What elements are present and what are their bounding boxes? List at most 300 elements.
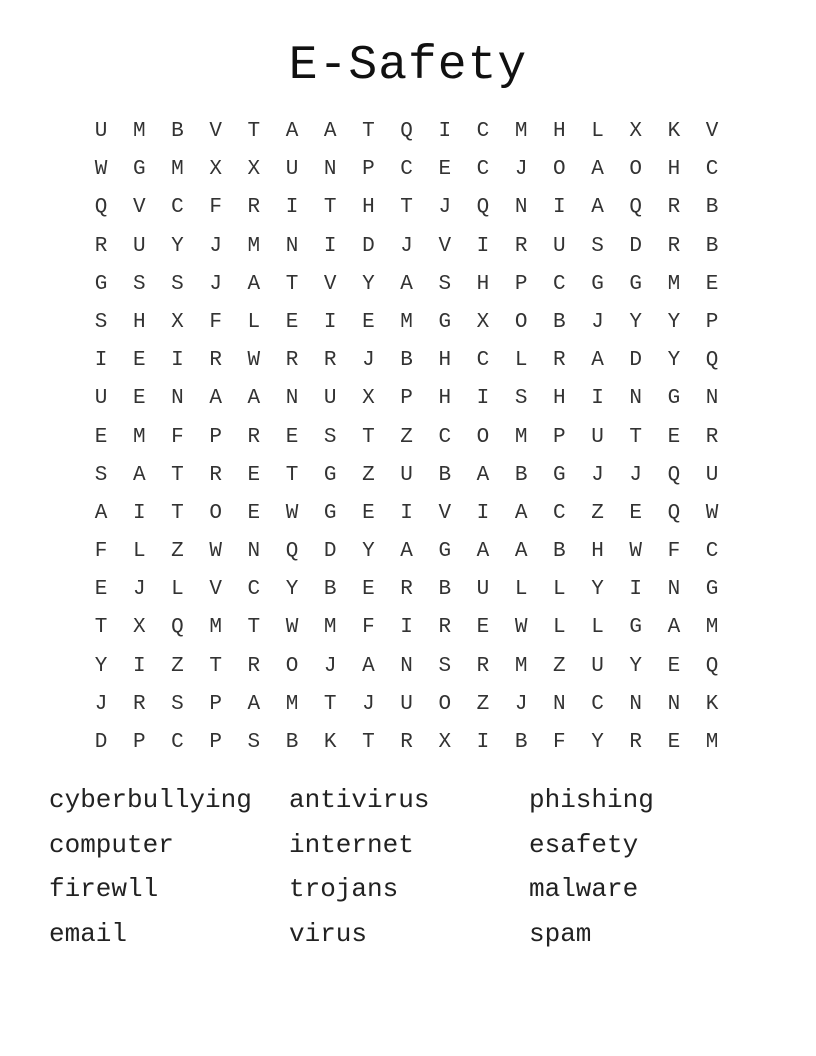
word-list-item: computer xyxy=(49,829,174,860)
grid-letter: V xyxy=(209,578,222,602)
grid-letter: P xyxy=(705,310,719,334)
grid-letter: J xyxy=(591,310,604,334)
grid-letter: T xyxy=(400,196,413,220)
grid-letter: M xyxy=(171,158,184,182)
grid-letter: A xyxy=(247,692,261,716)
grid-letter: W xyxy=(94,158,108,182)
grid-letter: E xyxy=(247,501,261,525)
grid-letter: K xyxy=(323,731,337,754)
grid-letter: X xyxy=(209,158,222,182)
grid-letter: G xyxy=(323,501,337,525)
grid-letter: Z xyxy=(171,540,184,564)
grid-letter: T xyxy=(362,731,375,754)
grid-letter: L xyxy=(553,578,566,602)
grid-letter: S xyxy=(94,463,108,487)
grid-letter: T xyxy=(362,425,375,449)
grid-letter: Z xyxy=(553,654,566,678)
grid-letter: U xyxy=(94,387,108,411)
grid-letter: T xyxy=(247,616,261,640)
grid-letter: E xyxy=(362,501,375,525)
grid-letter: U xyxy=(591,654,604,678)
grid-letter: R xyxy=(285,349,299,373)
grid-letter: I xyxy=(94,349,108,373)
grid-letter: E xyxy=(285,310,299,334)
grid-letter: R xyxy=(629,731,643,754)
grid-row xyxy=(82,304,732,342)
grid-row xyxy=(82,380,732,418)
grid-letter: C xyxy=(476,349,490,373)
grid-letter: E xyxy=(629,501,643,525)
grid-letter: N xyxy=(171,387,184,411)
grid-letter: Q xyxy=(476,196,490,220)
grid-letter: L xyxy=(591,120,604,143)
grid-letter: T xyxy=(323,196,337,220)
grid-row xyxy=(82,189,732,227)
grid-letter: I xyxy=(476,731,490,754)
grid-letter: G xyxy=(629,616,643,640)
word-list-item: internet xyxy=(289,829,414,860)
grid-letter: F xyxy=(171,425,184,449)
grid-letter: D xyxy=(629,234,643,258)
grid-letter: U xyxy=(591,425,604,449)
grid-letter: R xyxy=(705,425,719,449)
grid-letter: T xyxy=(209,654,222,678)
grid-letter: I xyxy=(132,501,146,525)
grid-letter: P xyxy=(209,692,222,716)
grid-letter: W xyxy=(285,616,299,640)
grid-letter: V xyxy=(438,501,452,525)
grid-letter: R xyxy=(94,234,108,258)
grid-letter: R xyxy=(247,654,261,678)
grid-row xyxy=(82,266,732,304)
grid-letter: W xyxy=(705,501,719,525)
grid-letter: I xyxy=(438,120,452,143)
grid-row xyxy=(82,228,732,266)
grid-letter: B xyxy=(514,463,528,487)
grid-letter: A xyxy=(476,463,490,487)
letter-grid xyxy=(82,113,732,762)
grid-letter: Y xyxy=(629,310,643,334)
grid-letter: X xyxy=(132,616,146,640)
word-list-item: phishing xyxy=(529,785,654,815)
grid-letter: A xyxy=(591,349,604,373)
grid-letter: E xyxy=(247,463,261,487)
grid-letter: Q xyxy=(667,463,681,487)
grid-letter: P xyxy=(362,158,375,182)
word-list-item: esafety xyxy=(529,829,639,860)
grid-letter: L xyxy=(247,310,261,334)
grid-letter: X xyxy=(476,310,490,334)
grid-letter: O xyxy=(209,501,222,525)
grid-row xyxy=(82,609,732,647)
grid-letter: R xyxy=(438,616,452,640)
grid-letter: O xyxy=(514,310,528,334)
grid-letter: E xyxy=(94,425,108,449)
grid-letter: F xyxy=(667,540,681,564)
grid-letter: U xyxy=(285,158,299,182)
grid-letter: W xyxy=(514,616,528,640)
grid-letter: A xyxy=(323,120,337,143)
grid-letter: N xyxy=(629,692,643,716)
grid-letter: T xyxy=(323,692,337,716)
grid-row xyxy=(82,724,732,762)
grid-letter: N xyxy=(285,387,299,411)
grid-letter: L xyxy=(553,616,566,640)
grid-letter: V xyxy=(209,120,222,143)
grid-letter: J xyxy=(629,463,643,487)
grid-letter: S xyxy=(132,272,146,296)
grid-letter: G xyxy=(438,310,452,334)
grid-letter: H xyxy=(132,310,146,334)
grid-letter: Y xyxy=(362,540,375,564)
grid-letter: I xyxy=(400,616,413,640)
grid-letter: O xyxy=(553,158,566,182)
grid-letter: E xyxy=(362,310,375,334)
grid-letter: Y xyxy=(591,578,604,602)
word-list-item: malware xyxy=(529,874,639,904)
grid-letter: H xyxy=(553,120,566,143)
grid-row xyxy=(82,495,732,533)
grid-letter: Y xyxy=(591,731,604,754)
grid-letter: J xyxy=(591,463,604,487)
grid-letter: M xyxy=(323,616,337,640)
grid-letter: I xyxy=(553,196,566,220)
grid-row xyxy=(82,151,732,189)
grid-letter: N xyxy=(667,692,681,716)
grid-letter: X xyxy=(438,731,452,754)
grid-letter: B xyxy=(514,731,528,754)
grid-letter: G xyxy=(438,540,452,564)
grid-letter: E xyxy=(667,425,681,449)
grid-letter: L xyxy=(514,349,528,373)
grid-letter: B xyxy=(705,196,719,220)
grid-letter: A xyxy=(247,272,261,296)
grid-letter: B xyxy=(438,578,452,602)
grid-letter: A xyxy=(514,540,528,564)
grid-letter: T xyxy=(94,616,108,640)
grid-letter: Z xyxy=(400,425,413,449)
grid-letter: P xyxy=(514,272,528,296)
grid-letter: C xyxy=(171,731,184,754)
grid-letter: T xyxy=(247,120,261,143)
grid-letter: T xyxy=(171,501,184,525)
grid-letter: C xyxy=(476,120,490,143)
grid-row xyxy=(82,419,732,457)
grid-letter: P xyxy=(209,731,222,754)
grid-letter: S xyxy=(171,272,184,296)
grid-letter: Y xyxy=(629,654,643,678)
grid-letter: K xyxy=(705,692,719,716)
grid-letter: B xyxy=(323,578,337,602)
grid-letter: M xyxy=(132,120,146,143)
grid-letter: B xyxy=(285,731,299,754)
word-list-item: email xyxy=(49,918,128,949)
grid-letter: J xyxy=(362,692,375,716)
page-title: E-Safety xyxy=(288,39,528,93)
grid-letter: I xyxy=(400,501,413,525)
grid-letter: O xyxy=(629,158,643,182)
grid-letter: V xyxy=(132,196,146,220)
grid-letter: J xyxy=(362,349,375,373)
grid-letter: I xyxy=(323,310,337,334)
grid-letter: Y xyxy=(362,272,375,296)
grid-letter: G xyxy=(705,578,719,602)
grid-letter: E xyxy=(132,387,146,411)
grid-letter: C xyxy=(591,692,604,716)
grid-letter: J xyxy=(209,234,222,258)
grid-letter: C xyxy=(553,501,566,525)
grid-letter: T xyxy=(362,120,375,143)
grid-row xyxy=(82,533,732,571)
grid-letter: Y xyxy=(94,654,108,678)
grid-letter: B xyxy=(553,310,566,334)
grid-letter: C xyxy=(171,196,184,220)
grid-letter: U xyxy=(553,234,566,258)
grid-letter: S xyxy=(247,731,261,754)
grid-letter: X xyxy=(247,158,261,182)
grid-letter: W xyxy=(247,349,261,373)
grid-letter: F xyxy=(209,310,222,334)
grid-letter: L xyxy=(591,616,604,640)
grid-letter: R xyxy=(400,731,413,754)
grid-letter: H xyxy=(438,349,452,373)
grid-row xyxy=(82,686,732,724)
grid-letter: J xyxy=(514,692,528,716)
grid-letter: M xyxy=(514,120,528,143)
grid-letter: N xyxy=(667,578,681,602)
grid-letter: Q xyxy=(705,349,719,373)
grid-letter: A xyxy=(591,196,604,220)
grid-letter: J xyxy=(438,196,452,220)
grid-letter: I xyxy=(285,196,299,220)
grid-letter: O xyxy=(285,654,299,678)
grid-letter: Y xyxy=(285,578,299,602)
grid-letter: W xyxy=(209,540,222,564)
grid-letter: B xyxy=(553,540,566,564)
grid-letter: S xyxy=(438,654,452,678)
grid-letter: W xyxy=(285,501,299,525)
grid-letter: S xyxy=(171,692,184,716)
grid-letter: I xyxy=(476,501,490,525)
grid-row xyxy=(82,571,732,609)
grid-letter: J xyxy=(132,578,146,602)
grid-letter: D xyxy=(362,234,375,258)
grid-letter: S xyxy=(514,387,528,411)
grid-letter: U xyxy=(705,463,719,487)
grid-letter: Q xyxy=(285,540,299,564)
grid-letter: G xyxy=(667,387,681,411)
grid-letter: M xyxy=(285,692,299,716)
grid-letter: E xyxy=(362,578,375,602)
grid-letter: U xyxy=(476,578,490,602)
grid-letter: D xyxy=(323,540,337,564)
grid-letter: M xyxy=(132,425,146,449)
grid-letter: S xyxy=(438,272,452,296)
grid-letter: A xyxy=(476,540,490,564)
grid-letter: P xyxy=(209,425,222,449)
word-list-item: cyberbullying xyxy=(49,785,252,815)
grid-letter: J xyxy=(209,272,222,296)
grid-letter: N xyxy=(285,234,299,258)
grid-letter: N xyxy=(514,196,528,220)
grid-letter: Q xyxy=(171,616,184,640)
grid-letter: H xyxy=(591,540,604,564)
grid-letter: J xyxy=(400,234,413,258)
grid-letter: J xyxy=(514,158,528,182)
grid-letter: Z xyxy=(476,692,490,716)
grid-letter: M xyxy=(209,616,222,640)
word-list-item: virus xyxy=(289,918,368,949)
grid-letter: V xyxy=(438,234,452,258)
grid-letter: I xyxy=(476,387,490,411)
grid-letter: M xyxy=(247,234,261,258)
grid-letter: C xyxy=(400,158,413,182)
grid-letter: I xyxy=(171,349,184,373)
grid-letter: H xyxy=(553,387,566,411)
grid-letter: U xyxy=(132,234,146,258)
grid-letter: T xyxy=(171,463,184,487)
grid-letter: F xyxy=(94,540,108,564)
grid-letter: Y xyxy=(667,349,681,373)
grid-letter: R xyxy=(247,196,261,220)
grid-letter: A xyxy=(94,501,108,525)
word-list xyxy=(49,780,769,958)
grid-letter: R xyxy=(667,234,681,258)
grid-letter: R xyxy=(247,425,261,449)
grid-letter: X xyxy=(629,120,643,143)
grid-letter: Z xyxy=(171,654,184,678)
grid-letter: N xyxy=(400,654,413,678)
grid-letter: J xyxy=(94,692,108,716)
grid-letter: A xyxy=(132,463,146,487)
grid-letter: E xyxy=(438,158,452,182)
grid-letter: X xyxy=(362,387,375,411)
grid-letter: F xyxy=(553,731,566,754)
grid-letter: H xyxy=(362,196,375,220)
grid-letter: H xyxy=(476,272,490,296)
grid-letter: B xyxy=(171,120,184,143)
grid-letter: A xyxy=(209,387,222,411)
grid-letter: U xyxy=(323,387,337,411)
word-list-item: firewll xyxy=(49,874,159,904)
grid-letter: I xyxy=(591,387,604,411)
grid-letter: C xyxy=(438,425,452,449)
grid-letter: G xyxy=(553,463,566,487)
grid-row xyxy=(82,648,732,686)
grid-letter: O xyxy=(438,692,452,716)
grid-letter: L xyxy=(171,578,184,602)
word-list-item: antivirus xyxy=(289,785,430,815)
grid-letter: I xyxy=(323,234,337,258)
grid-letter: P xyxy=(400,387,413,411)
grid-letter: C xyxy=(476,158,490,182)
grid-letter: I xyxy=(132,654,146,678)
grid-letter: M xyxy=(400,310,413,334)
grid-letter: N xyxy=(247,540,261,564)
grid-letter: Z xyxy=(591,501,604,525)
grid-letter: B xyxy=(438,463,452,487)
grid-letter: R xyxy=(553,349,566,373)
grid-letter: X xyxy=(171,310,184,334)
grid-letter: C xyxy=(705,158,719,182)
grid-letter: R xyxy=(209,349,222,373)
grid-letter: B xyxy=(400,349,413,373)
grid-letter: H xyxy=(667,158,681,182)
grid-letter: H xyxy=(438,387,452,411)
grid-letter: A xyxy=(362,654,375,678)
grid-letter: A xyxy=(285,120,299,143)
grid-letter: R xyxy=(476,654,490,678)
grid-letter: Y xyxy=(667,310,681,334)
grid-letter: R xyxy=(132,692,146,716)
grid-letter: S xyxy=(323,425,337,449)
grid-letter: R xyxy=(514,234,528,258)
grid-letter: T xyxy=(285,463,299,487)
grid-letter: M xyxy=(514,425,528,449)
grid-letter: R xyxy=(209,463,222,487)
grid-letter: A xyxy=(400,272,413,296)
word-list-item: spam xyxy=(529,918,592,949)
grid-letter: F xyxy=(362,616,375,640)
grid-letter: N xyxy=(323,158,337,182)
grid-letter: P xyxy=(132,731,146,754)
grid-letter: E xyxy=(667,654,681,678)
grid-letter: E xyxy=(285,425,299,449)
grid-letter: D xyxy=(94,731,108,754)
grid-letter: Q xyxy=(705,654,719,678)
grid-letter: M xyxy=(705,731,719,754)
grid-letter: E xyxy=(705,272,719,296)
grid-letter: E xyxy=(667,731,681,754)
grid-letter: T xyxy=(629,425,643,449)
grid-letter: T xyxy=(285,272,299,296)
grid-row xyxy=(82,342,732,380)
grid-letter: G xyxy=(591,272,604,296)
grid-letter: N xyxy=(705,387,719,411)
grid-letter: G xyxy=(94,272,108,296)
grid-letter: U xyxy=(400,692,413,716)
grid-letter: G xyxy=(323,463,337,487)
grid-letter: U xyxy=(94,120,108,143)
grid-letter: C xyxy=(705,540,719,564)
grid-letter: O xyxy=(476,425,490,449)
grid-letter: M xyxy=(667,272,681,296)
grid-letter: L xyxy=(514,578,528,602)
grid-letter: Q xyxy=(667,501,681,525)
grid-letter: E xyxy=(476,616,490,640)
grid-letter: I xyxy=(629,578,643,602)
grid-letter: R xyxy=(667,196,681,220)
grid-letter: E xyxy=(132,349,146,373)
grid-letter: G xyxy=(629,272,643,296)
grid-letter: R xyxy=(400,578,413,602)
grid-letter: B xyxy=(705,234,719,258)
grid-letter: E xyxy=(94,578,108,602)
grid-letter: K xyxy=(667,120,681,143)
grid-letter: M xyxy=(705,616,719,640)
grid-letter: Q xyxy=(94,196,108,220)
grid-letter: U xyxy=(400,463,413,487)
grid-letter: A xyxy=(667,616,681,640)
grid-letter: M xyxy=(514,654,528,678)
grid-letter: A xyxy=(591,158,604,182)
grid-row xyxy=(82,457,732,495)
grid-letter: C xyxy=(247,578,261,602)
grid-letter: Y xyxy=(171,234,184,258)
grid-row xyxy=(82,113,732,151)
grid-letter: A xyxy=(400,540,413,564)
grid-letter: C xyxy=(553,272,566,296)
